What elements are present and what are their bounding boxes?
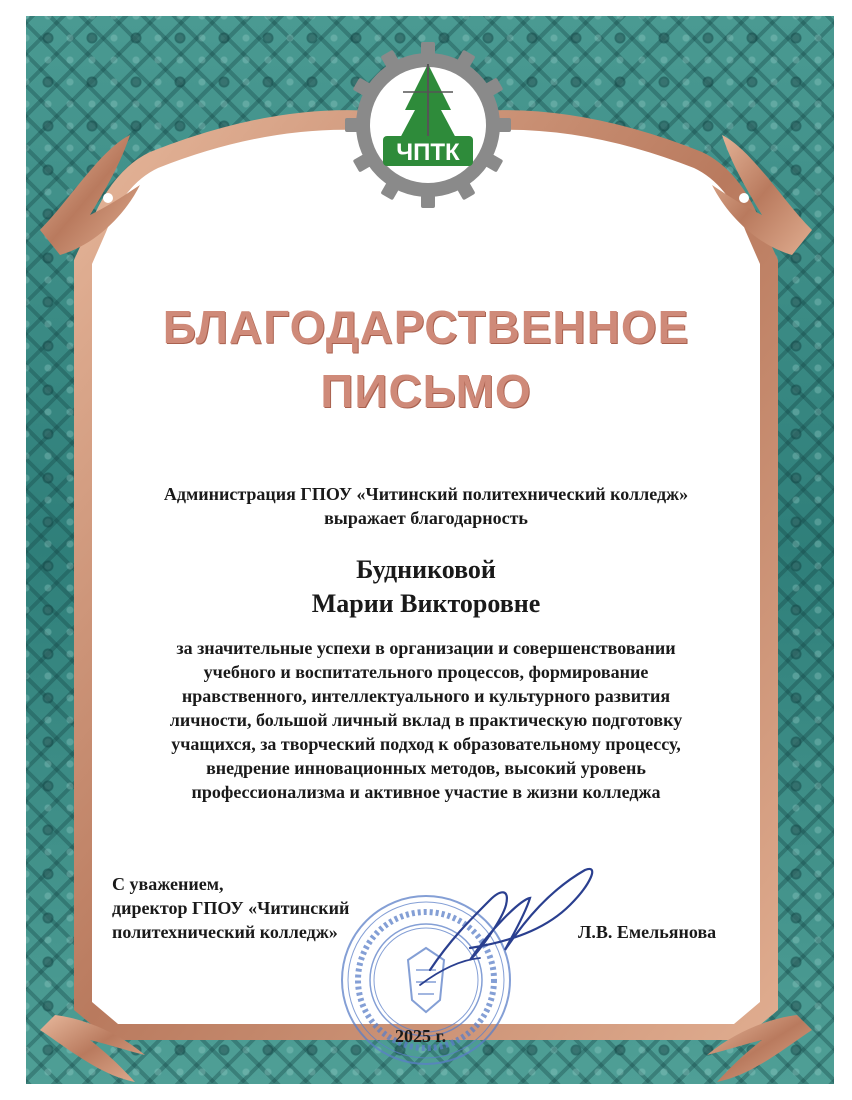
college-gear-emblem-icon xyxy=(343,40,513,210)
signature-block xyxy=(112,872,432,944)
intro-line-1: Администрация ГПОУ «Читинский политехнический колледж» xyxy=(163,484,689,504)
body-line: учебного и воспитательного процессов, формирование xyxy=(203,662,649,682)
body-line: профессионализма и активное участие в жизни колледжа xyxy=(191,782,661,802)
intro-text xyxy=(0,482,852,530)
body-line: нравственного, интеллектуального и культурного развития xyxy=(181,686,671,706)
title-line-1: БЛАГОДАРСТВЕННОЕ xyxy=(162,301,690,353)
intro-line-2: выражает благодарность xyxy=(324,508,528,528)
gratitude-body xyxy=(0,636,852,804)
recipient-line-1: Будниковой xyxy=(356,555,496,584)
director-name: Л.В. Емельянова xyxy=(578,922,717,942)
logo-text: ЧПТК xyxy=(396,139,460,166)
body-line: внедрение инновационных методов, высокий уровень xyxy=(206,758,646,778)
body-line: личности, большой личный вклад в практическую подготовку xyxy=(169,710,683,730)
title-line-2: ПИСЬМО xyxy=(320,365,532,417)
recipient-line-2: Марии Викторовне xyxy=(311,589,541,618)
recipient-name xyxy=(0,553,852,621)
sign-line-3: политехнический колледж» xyxy=(112,922,338,942)
sign-line-1: С уважением, xyxy=(112,874,224,894)
sign-line-2: директор ГПОУ «Читинский xyxy=(112,898,350,918)
body-line: за значительные успехи в организации и совершенствовании xyxy=(176,638,676,658)
body-line: учащихся, за творческий подход к образовательному процессу, xyxy=(171,734,681,754)
year-label: 2025 г. xyxy=(395,1026,447,1046)
